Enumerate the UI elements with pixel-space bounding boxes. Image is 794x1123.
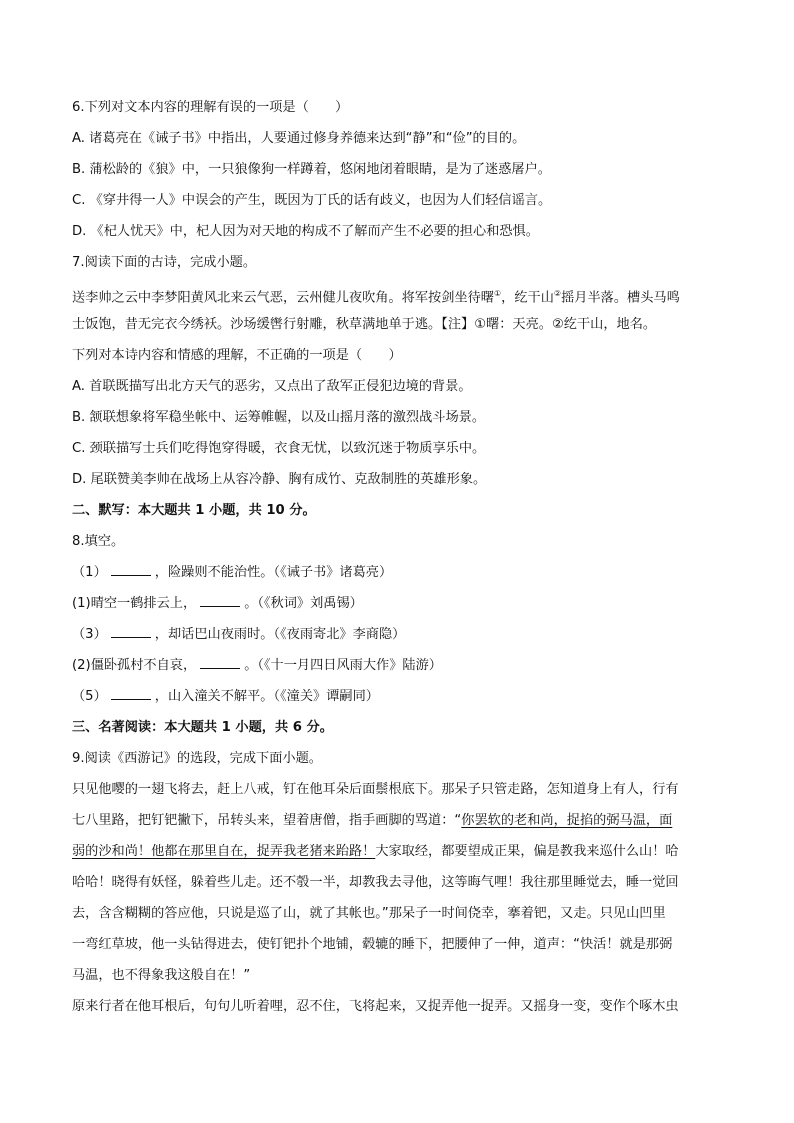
q8-item-1: （1） ，险躁则不能治性。（《诫子书》诸葛亮） [72,557,724,588]
underlined-text: 你罢软的老和尚，捉掐的弼马温，面 [461,813,673,828]
underlined-text: 弱的沙和尚！他都在那里自在，捉弄我老猪来跆路！ [72,844,376,859]
fill-blank-3[interactable] [111,623,151,638]
q9-passage-line-7: 马温，也不得象我这般自在！” [72,968,251,983]
q9-passage-line-2: 七八里路，把钉钯撇下，吊转头来，望着唐僧，指手画脚的骂道：“你罢软的老和尚，捉掐的弼马温，面 [72,813,673,828]
q9-passage-line-4: 哈哈！晓得有妖怪，躲着些儿走。还不彀一半，却教我去寻他，这等晦气哩！我往那里睡觉去，睡一觉回 [72,875,679,890]
q7-option-b: B. 颔联想象将军稳坐帐中、运筹帷幄，以及山摇月落的激烈战斗场景。 [72,410,486,425]
fill-blank-2[interactable] [200,592,240,607]
q7-poem-line-2: 士饭饱，昔无完衣今绣袄。沙场缓辔行射雕，秋草满地单于逃。【注】①曙：天亮。②纥干山，地名。 [72,317,657,332]
section-2-heading: 二、默写：本大题共 1 小题，共 10 分。 [72,503,316,518]
q8-item-3: （3） ，却话巴山夜雨时。（《夜雨寄北》李商隐） [72,619,724,650]
q6-option-d: D. 《杞人忧天》中，杞人因为对天地的构成不了解而产生不必要的担心和恐惧。 [72,224,539,239]
q7-option-d: D. 尾联赞美李帅在战场上从容冷静、胸有成竹、克敌制胜的英雄形象。 [72,472,487,487]
fill-blank-4[interactable] [200,654,240,669]
q9-passage-line-3: 弱的沙和尚！他都在那里自在，捉弄我老猪来跆路！大家取经，都要望成正果，偏是教我来巡什么山！哈 [72,844,679,859]
q6-stem: 6.下列对文本内容的理解有误的一项是（ ） [72,100,349,115]
q8-stem: 8.填空。 [72,534,125,549]
q8-item-2: (1)晴空一鹤排云上， 。（《秋词》刘禹锡） [72,588,724,619]
exam-page [72,92,724,1022]
q7-poem-line-1: 送李帅之云中李梦阳黄风北来云气恶，云州健儿夜吹角。将军按剑坐待曙①，纥干山②摇月半落。槽头马鸣 [72,289,680,306]
q6-option-a: A. 诸葛亮在《诫子书》中指出，人要通过修身养德来达到“静”和“俭”的目的。 [72,131,526,146]
q8-item-4: (2)僵卧孤村不自哀， 。（《十一月四日风雨大作》陆游） [72,650,724,681]
q9-passage-line-5: 去，含含糊糊的答应他，只说是巡了山，就了其帐也。”那呆子一时间侥幸，搴着钯，又走。只见山凹里 [72,906,666,921]
q8-item-5: （5） ，山入潼关不解平。（《潼关》谭嗣同） [72,681,724,712]
fill-blank-5[interactable] [111,685,151,700]
q9-passage-line-1: 只见他嘤的一翅飞将去，赶上八戒，钉在他耳朵后面鬃根底下。那呆子只管走路，怎知道身上有人，行有 [72,782,679,797]
q9-passage-line-8: 原来行者在他耳根后，句句儿听着哩，忍不住，飞将起来，又捉弄他一捉弄。又摇身一变，变作个啄木虫 [72,999,679,1014]
q6-option-b: B. 蒲松龄的《狼》中，一只狼像狗一样蹲着，悠闲地闭着眼睛，是为了迷惑屠户。 [72,162,551,177]
q9-stem: 9.阅读《西游记》的选段，完成下面小题。 [72,751,322,766]
q7-question: 下列对本诗内容和情感的理解，不正确的一项是（ ） [72,348,402,363]
q7-option-c: C. 颈联描写士兵们吃得饱穿得暖，衣食无忧，以致沉迷于物质享乐中。 [72,441,486,456]
q9-passage-line-6: 一弯红草坡，他一头钻得进去，使钉钯扑个地铺，毂辘的睡下，把腰伸了一伸，道声：“快活！就是那弼 [72,937,673,952]
section-3-heading: 三、名著阅读：本大题共 1 小题，共 6 分。 [72,720,333,735]
fill-blank-1[interactable] [111,561,151,576]
q6-option-c: C. 《穿井得一人》中误会的产生，既因为丁氏的话有歧义，也因为人们轻信谣言。 [72,193,552,208]
q7-stem: 7.阅读下面的古诗，完成小题。 [72,255,257,270]
note-mark-2: ② [553,289,562,298]
note-mark-1: ① [494,289,502,298]
q7-option-a: A. 首联既描写出北方天气的恶劣，又点出了敌军正侵犯边境的背景。 [72,379,472,394]
